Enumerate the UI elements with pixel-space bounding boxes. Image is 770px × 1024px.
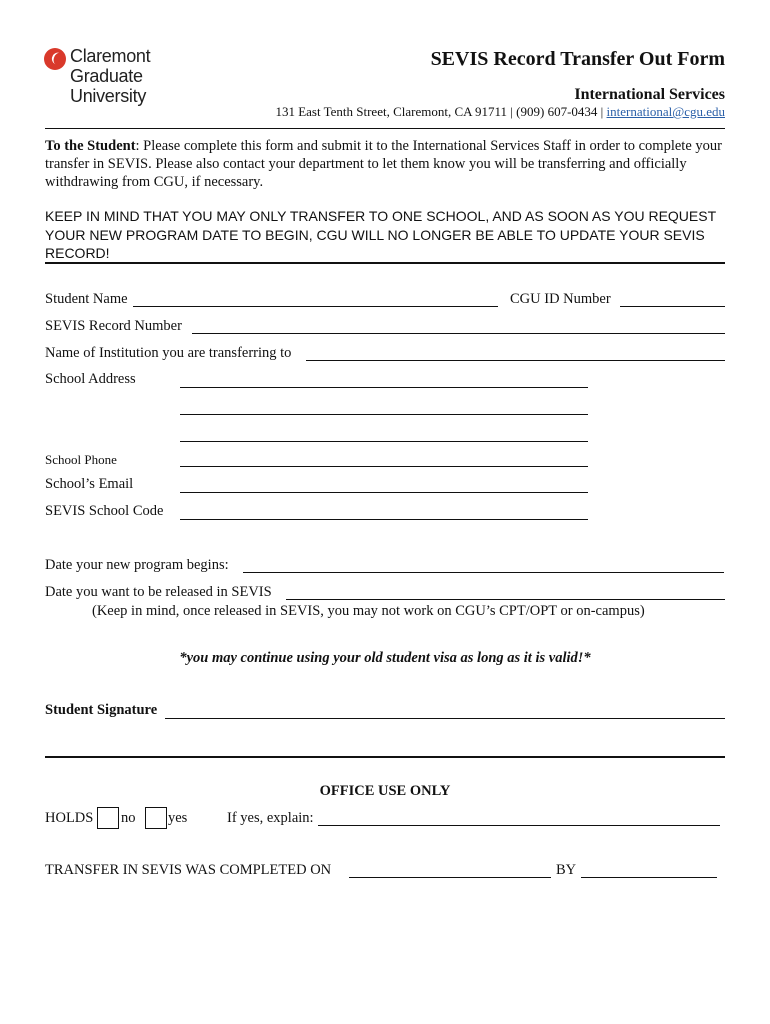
program-begins-field[interactable] — [243, 571, 724, 573]
school-address-field-1[interactable] — [180, 386, 588, 388]
release-date-field[interactable] — [286, 598, 725, 600]
transfer-label: TRANSFER IN SEVIS WAS COMPLETED ON — [45, 862, 332, 878]
holds-yes-label: yes — [168, 810, 188, 826]
cgu-logo-text: Claremont Graduate University — [70, 46, 151, 106]
sevis-code-label: SEVIS School Code — [45, 503, 164, 519]
sevis-record-label: SEVIS Record Number — [45, 318, 182, 334]
phone: (909) 607-0434 — [516, 104, 598, 119]
transfer-date-field[interactable] — [349, 876, 551, 878]
warning-paragraph: KEEP IN MIND THAT YOU MAY ONLY TRANSFER TO ONE SCHOOL, AND AS SOON AS YOU REQUEST YOUR NEW PROGRAM DATE TO BEGIN, CGU WILL NO LONGER BE ABLE TO UPDATE YOUR SEVIS RECORD! — [45, 208, 716, 261]
intro-text: : Please complete this form and submit it to the International Services Staff in order to complete your transfer in SEVIS. Please also contact your department to let them know you will be transferring and officially withdrawing from CGU, if necessary. — [45, 138, 722, 190]
by-field[interactable] — [581, 876, 717, 878]
visa-note: *you may continue using your old student visa as long as it is valid!* — [179, 650, 591, 666]
school-address-label: School Address — [45, 371, 136, 387]
school-phone-field[interactable] — [180, 465, 588, 467]
header-divider — [45, 128, 725, 129]
explain-label: If yes, explain: — [227, 810, 314, 826]
cgu-id-field[interactable] — [620, 305, 725, 307]
school-email-label: School’s Email — [45, 476, 134, 492]
school-email-field[interactable] — [180, 491, 588, 493]
office-divider — [45, 756, 725, 758]
page-title: SEVIS Record Transfer Out Form — [430, 48, 725, 70]
school-phone-label: School Phone — [45, 452, 117, 467]
signature-field[interactable] — [165, 717, 725, 719]
address: 131 East Tenth Street, Claremont, CA 91711 — [275, 104, 508, 119]
by-label: BY — [556, 862, 577, 878]
cgu-id-label: CGU ID Number — [510, 291, 611, 307]
sevis-code-field[interactable] — [180, 518, 588, 520]
institution-field[interactable] — [306, 359, 725, 361]
release-date-label: Date you want to be released in SEVIS — [45, 584, 272, 600]
intro-lead: To the Student — [45, 138, 136, 154]
signature-label: Student Signature — [45, 702, 158, 718]
student-name-label: Student Name — [45, 291, 128, 307]
intro-paragraph — [45, 137, 735, 191]
program-begins-label: Date your new program begins: — [45, 557, 229, 573]
institution-label: Name of Institution you are transferring to — [45, 345, 292, 361]
email-link[interactable]: international@cgu.edu — [606, 104, 725, 119]
holds-no-checkbox[interactable] — [97, 807, 119, 829]
cgu-logo-icon — [44, 48, 66, 70]
sevis-record-field[interactable] — [192, 332, 725, 334]
contact-line: 131 East Tenth Street, Claremont, CA 91711 | (909) 607-0434 | international@cgu.edu — [275, 104, 725, 119]
intro-divider — [45, 262, 725, 264]
student-name-field[interactable] — [133, 305, 498, 307]
explain-field[interactable] — [318, 824, 720, 826]
school-address-field-3[interactable] — [180, 440, 588, 442]
holds-label: HOLDS — [45, 810, 94, 826]
school-address-field-2[interactable] — [180, 413, 588, 415]
release-note: (Keep in mind, once released in SEVIS, you may not work on CGU’s CPT/OPT or on-campus) — [92, 603, 645, 619]
holds-no-label: no — [121, 810, 136, 826]
holds-yes-checkbox[interactable] — [145, 807, 167, 829]
office-heading: OFFICE USE ONLY — [319, 783, 451, 799]
org-name: International Services — [574, 86, 725, 103]
